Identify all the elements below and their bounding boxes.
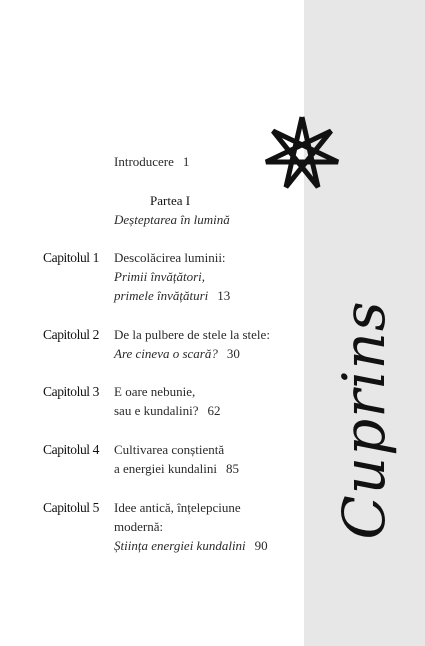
chapter-5-line-1: Idee antică, înțelepciune <box>114 500 241 515</box>
chapter-5-label: Capitolul 5 <box>43 500 99 515</box>
intro-title: Introducere <box>114 154 174 169</box>
chapter-3-label: Capitolul 3 <box>43 384 99 399</box>
chapter-1-line-3: primele învățături <box>114 288 209 303</box>
chapter-4-entry <box>114 440 239 478</box>
chapter-3-entry <box>114 382 220 420</box>
chapter-2-line-1: De la pulbere de stele la stele: <box>114 327 270 342</box>
chapter-2-line-2: Are cineva o scară? <box>114 346 218 361</box>
side-title: Cuprins <box>330 300 398 540</box>
chapter-1-line-2: Primii învățători, <box>114 269 205 284</box>
part-title: Deșteptarea în lumină <box>114 212 230 227</box>
part-label: Partea I <box>150 193 191 208</box>
chapter-1-label: Capitolul 1 <box>43 250 99 265</box>
heptagram-icon <box>262 114 344 194</box>
chapter-4-label: Capitolul 4 <box>43 442 99 457</box>
chapter-3-line-2: sau e kundalini? <box>114 403 199 418</box>
toc-intro <box>114 152 189 171</box>
chapter-4-line-2: a energiei kundalini <box>114 461 218 476</box>
chapter-3-page: 62 <box>207 403 221 418</box>
chapter-5-line-3: Știința energiei kundalini <box>114 538 246 553</box>
chapter-3-line-1: E oare nebunie, <box>114 384 196 399</box>
chapter-4-page: 85 <box>226 461 240 476</box>
chapter-5-page: 90 <box>254 538 268 553</box>
chapter-4-line-1: Cultivarea conștientă <box>114 442 225 457</box>
chapter-1-line-1: Descolăcirea luminii: <box>114 250 226 265</box>
chapter-2-entry <box>114 325 270 363</box>
chapter-2-page: 30 <box>226 346 240 361</box>
intro-page: 1 <box>182 154 190 169</box>
chapter-1-entry <box>114 248 230 305</box>
chapter-5-line-2: modernă: <box>114 519 164 534</box>
chapter-5-entry <box>114 498 268 555</box>
chapter-1-page: 13 <box>217 288 231 303</box>
chapter-2-label: Capitolul 2 <box>43 327 99 342</box>
